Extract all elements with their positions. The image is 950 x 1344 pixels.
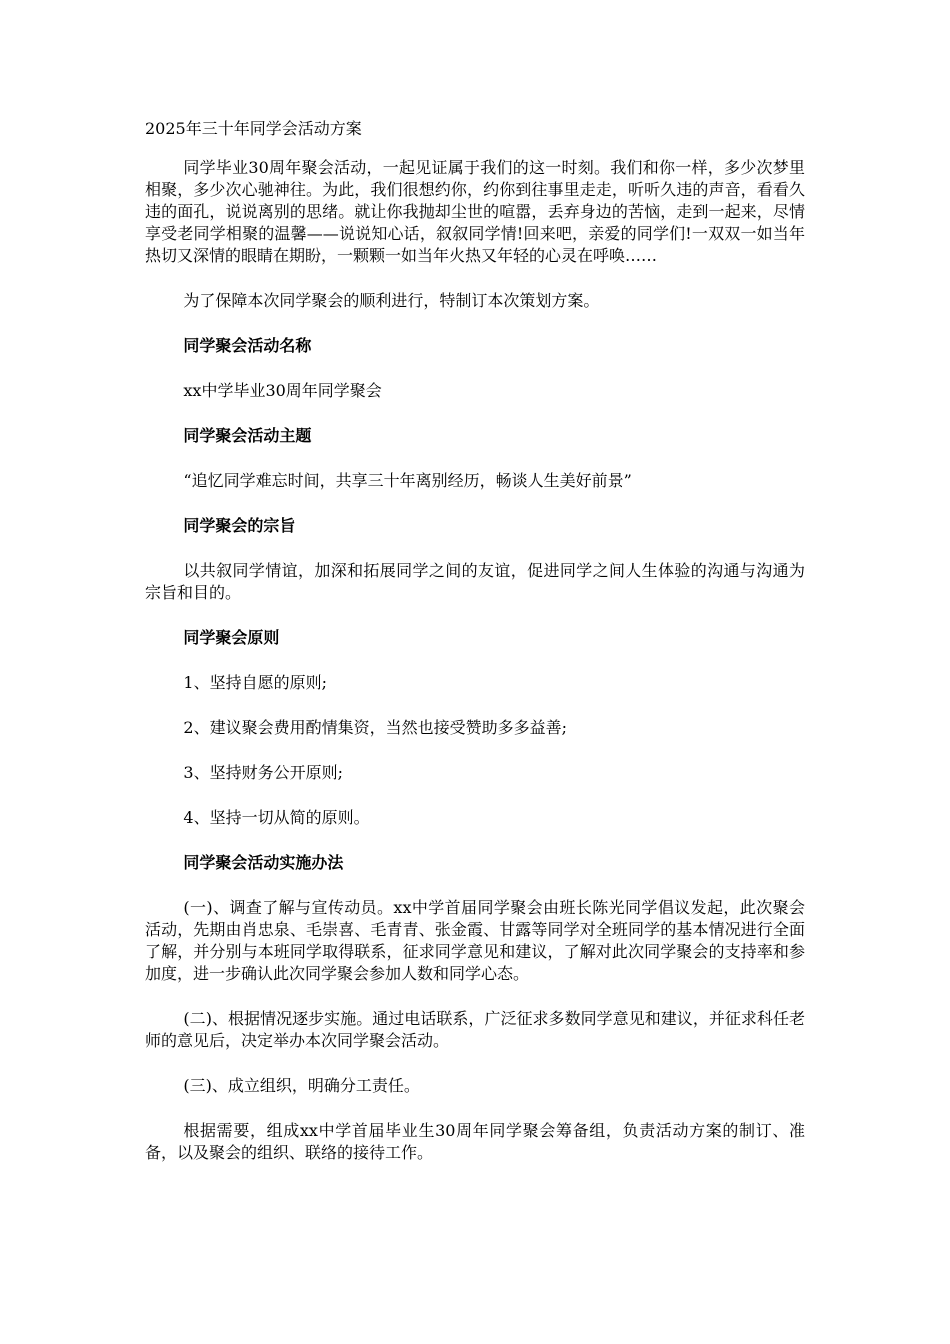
section-heading-theme: 同学聚会活动主题 (183, 426, 312, 445)
principle-item: 2、建议聚会费用酌情集资，当然也接受赞助多多益善; (183, 718, 567, 737)
intro-purpose-paragraph: 为了保障本次同学聚会的顺利进行，特制订本次策划方案。 (183, 291, 600, 310)
principle-item: 3、坚持财务公开原则; (183, 763, 343, 782)
intro-paragraph: 同学毕业30周年聚会活动，一起见证属于我们的这一时刻。我们和你一样，多少次梦里相聚，多少次心驰神往。为此，我们很想约你，约你到往事里走走，听听久违的声音，看看久违的面孔，说说离别的思绪。就让你我抛却尘世的喧嚣，丢弃身边的苦恼，走到一起来，尽情享受老同学相聚的温馨——说说知心话，叙叙同学情!回来吧，亲爱的同学们!一双双一如当年热切又深情的眼睛在期盼，一颗颗一如当年火热又年轻的心灵在呼唤…… (145, 158, 805, 265)
method-paragraph: (三)、成立组织，明确分工责任。 (183, 1076, 420, 1095)
section-heading-name: 同学聚会活动名称 (183, 336, 312, 355)
document-title: 2025年三十年同学会活动方案 (145, 119, 362, 138)
section-heading-methods: 同学聚会活动实施办法 (183, 853, 344, 872)
section-heading-principles: 同学聚会原则 (183, 628, 280, 647)
activity-theme-text: “追忆同学难忘时间，共享三十年离别经历，畅谈人生美好前景” (183, 471, 632, 490)
section-heading-purpose: 同学聚会的宗旨 (183, 516, 296, 535)
principle-item: 4、坚持一切从简的原则。 (183, 808, 370, 827)
method-paragraph: (一)、调查了解与宣传动员。xx中学首届同学聚会由班长陈光同学倡议发起，此次聚会活动，先期由肖忠泉、毛崇喜、毛青青、张金霞、甘露等同学对全班同学的基本情况进行全面了解，并分别与本班同学取得联系，征求同学意见和建议，了解对此次同学聚会的支持率和参加度，进一步确认此次同学聚会参加人数和同学心态。 (145, 898, 805, 983)
purpose-text: 以共叙同学情谊，加深和拓展同学之间的友谊，促进同学之间人生体验的沟通与沟通为宗旨和目的。 (145, 561, 805, 602)
principle-item: 1、坚持自愿的原则; (183, 673, 327, 692)
activity-name-text: xx中学毕业30周年同学聚会 (183, 381, 382, 400)
method-paragraph: (二)、根据情况逐步实施。通过电话联系，广泛征求多数同学意见和建议，并征求科任老师的意见后，决定举办本次同学聚会活动。 (145, 1009, 805, 1050)
document-page (145, 118, 805, 1187)
method-paragraph: 根据需要，组成xx中学首届毕业生30周年同学聚会筹备组，负责活动方案的制订、准备，以及聚会的组织、联络的接待工作。 (145, 1121, 805, 1162)
